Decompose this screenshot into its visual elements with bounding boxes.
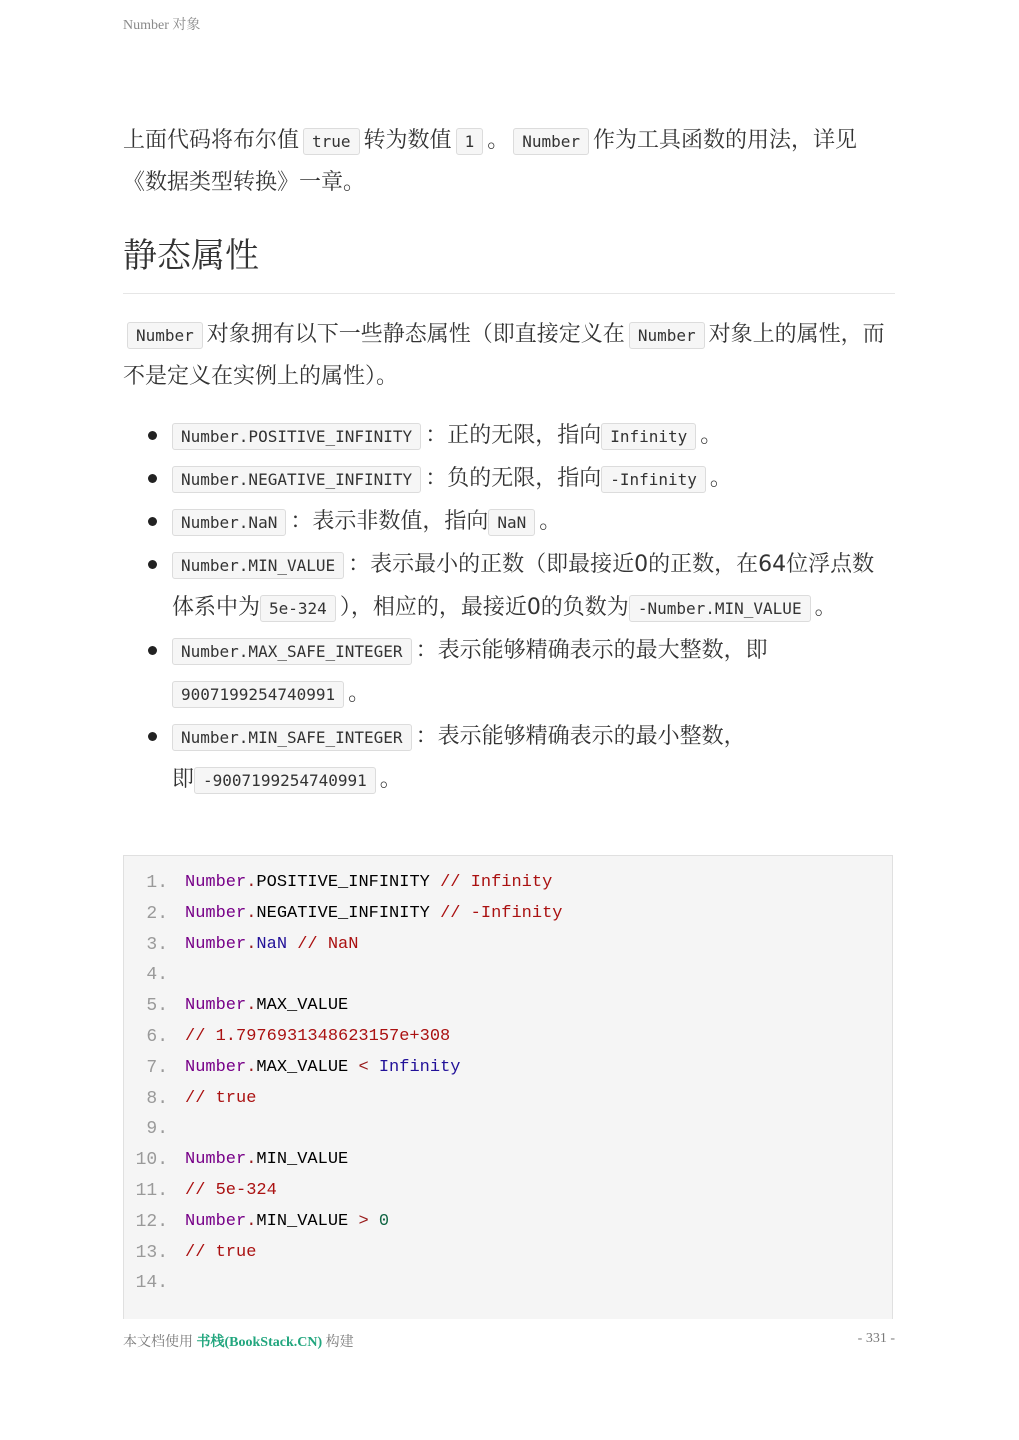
code-line [124,868,553,898]
code-token: Number [185,934,247,954]
code-text [185,868,552,898]
code-token: Number [185,1150,247,1170]
line-number: 9. [146,1119,168,1140]
list-item [123,458,895,501]
code-token: // -Infinity [440,903,563,923]
footer-suffix: 构建 [322,1335,354,1350]
code-token: // 1.7976931348623157e+308 [185,1027,451,1046]
code-token: POSITIVE_INFINITY [256,873,441,892]
code-token [287,935,297,954]
inline-code: NaN [488,509,535,536]
line-number: 1. [146,873,168,893]
code-text [185,899,562,929]
code-text [185,1238,256,1268]
inline-code: Number [127,322,203,349]
text-run: ：表示能够精确表示的最小整数，即 [172,724,746,792]
code-token: Infinity [378,1057,461,1077]
inline-code: true [303,128,360,155]
line-number: 11. [135,1181,168,1201]
code-token: MIN_VALUE [256,1211,359,1231]
line-number: 5. [146,996,168,1017]
inline-code: Number.NaN [172,509,286,536]
text-run: 上面代码将布尔值 [123,128,300,153]
code-token: NaN [256,934,288,954]
list-item [123,630,895,716]
footer-credit [123,1331,354,1351]
bullet-icon [148,474,157,483]
code-line [124,1022,451,1052]
code-text [185,1207,389,1237]
line-number: 12. [135,1211,168,1232]
bullet-icon [148,732,157,741]
text-run: 。 [814,595,837,620]
code-text [185,1145,348,1175]
page-content [123,120,895,802]
list-item [123,501,895,544]
inline-code: Number.MAX_SAFE_INTEGER [172,638,412,665]
section-intro-paragraph [123,314,895,397]
code-line [124,1238,257,1268]
code-token: MAX_VALUE [256,996,349,1016]
inline-code: Number.MIN_VALUE [172,552,344,579]
inline-code: 1 [456,128,484,155]
code-text [185,1176,277,1206]
code-text [185,991,348,1021]
code-line [124,1084,257,1114]
inline-code: -Infinity [601,466,706,493]
intro-paragraph [123,120,895,203]
code-line [124,960,168,990]
code-token: . [246,1211,257,1231]
inline-code: Infinity [601,423,696,450]
text-run: ：表示能够精确表示的最大整数，即 [415,638,768,663]
text-run: ：表示最小的正数（即最接近0的正数，在64位浮点数体系中为 [172,552,875,620]
page-number: - 331 - [857,1331,895,1346]
bullet-icon [148,517,157,526]
inline-code: Number [629,322,705,349]
code-token: MIN_VALUE [256,1150,349,1170]
code-line [124,991,349,1021]
line-number: 13. [135,1242,168,1263]
code-token: // 5e-324 [185,1181,277,1200]
bookstack-link[interactable]: 书栈(BookStack.CN) [196,1335,323,1350]
code-token [369,1212,379,1231]
text-run: 。 [348,681,371,706]
bullet-icon [148,560,157,569]
code-token: // true [185,1242,257,1262]
code-token: . [246,996,257,1016]
code-token: Number [185,1057,247,1077]
code-token: Number [185,873,247,892]
code-line [124,1114,168,1144]
code-line [124,930,359,960]
code-text [185,930,358,960]
text-run: 。 [487,128,510,153]
list-item [123,544,895,630]
code-line [124,1176,277,1206]
code-token: // Infinity [440,873,553,892]
code-text [185,1022,450,1052]
code-token: Number [185,903,247,923]
code-token: 0 [378,1211,390,1231]
code-line [124,1268,168,1298]
code-token: // true [185,1088,257,1108]
inline-code: -Number.MIN_VALUE [629,595,811,622]
code-text [185,1084,256,1114]
text-run: 。 [379,767,402,792]
code-line [124,1053,461,1083]
text-run: ：正的无限，指向 [425,423,602,448]
line-number: 3. [146,934,168,955]
text-run: ：负的无限，指向 [425,466,602,491]
code-line [124,899,563,929]
line-number: 6. [146,1027,168,1047]
text-run: 作为工具函数的用法，详见《数据类型转换》一章。 [123,128,858,195]
text-run: 。 [709,466,732,491]
text-run: 对象拥有以下一些静态属性（即直接定义在 [206,322,625,347]
inline-code: 9007199254740991 [172,681,344,708]
code-token [369,1058,379,1077]
code-text [185,1053,460,1083]
code-token: . [246,934,257,954]
running-header: Number 对象 [123,18,201,33]
code-token: // NaN [297,934,359,954]
text-run: 转为数值 [363,128,452,153]
line-number: 4. [146,965,168,986]
code-block [123,855,893,1319]
text-run: 。 [539,509,562,534]
text-run: 对象上的属性，而不是定义在实例上的属性）。 [123,322,885,389]
code-token: . [246,1057,257,1077]
code-line [124,1207,390,1237]
code-token: > [358,1211,369,1231]
list-item [123,716,895,802]
code-token: Number [185,996,247,1016]
code-token: < [358,1057,369,1077]
code-token: Number [185,1211,247,1231]
line-number: 10. [135,1150,168,1171]
line-number: 14. [135,1273,168,1294]
section-heading: 静态属性 [123,233,895,294]
line-number: 7. [146,1057,168,1078]
bullet-icon [148,646,157,655]
list-item [123,415,895,458]
inline-code: Number.NEGATIVE_INFINITY [172,466,421,493]
code-token: MAX_VALUE [256,1057,359,1077]
bullet-icon [148,431,157,440]
text-run: ：表示非数值，指向 [290,509,489,534]
inline-code: -9007199254740991 [194,767,376,794]
text-run: ），相应的，最接近0的负数为 [339,595,629,620]
code-token: . [246,873,257,892]
line-number: 2. [146,903,168,924]
inline-code: Number [513,128,589,155]
text-run: 。 [700,423,723,448]
footer-prefix: 本文档使用 [123,1335,197,1350]
code-token: NEGATIVE_INFINITY [256,903,441,923]
line-number: 8. [146,1088,168,1109]
inline-code: 5e-324 [260,595,336,622]
code-line [124,1145,349,1175]
property-list [123,415,895,802]
inline-code: Number.MIN_SAFE_INTEGER [172,724,412,751]
code-token: . [246,903,257,923]
code-token: . [246,1150,257,1170]
inline-code: Number.POSITIVE_INFINITY [172,423,421,450]
